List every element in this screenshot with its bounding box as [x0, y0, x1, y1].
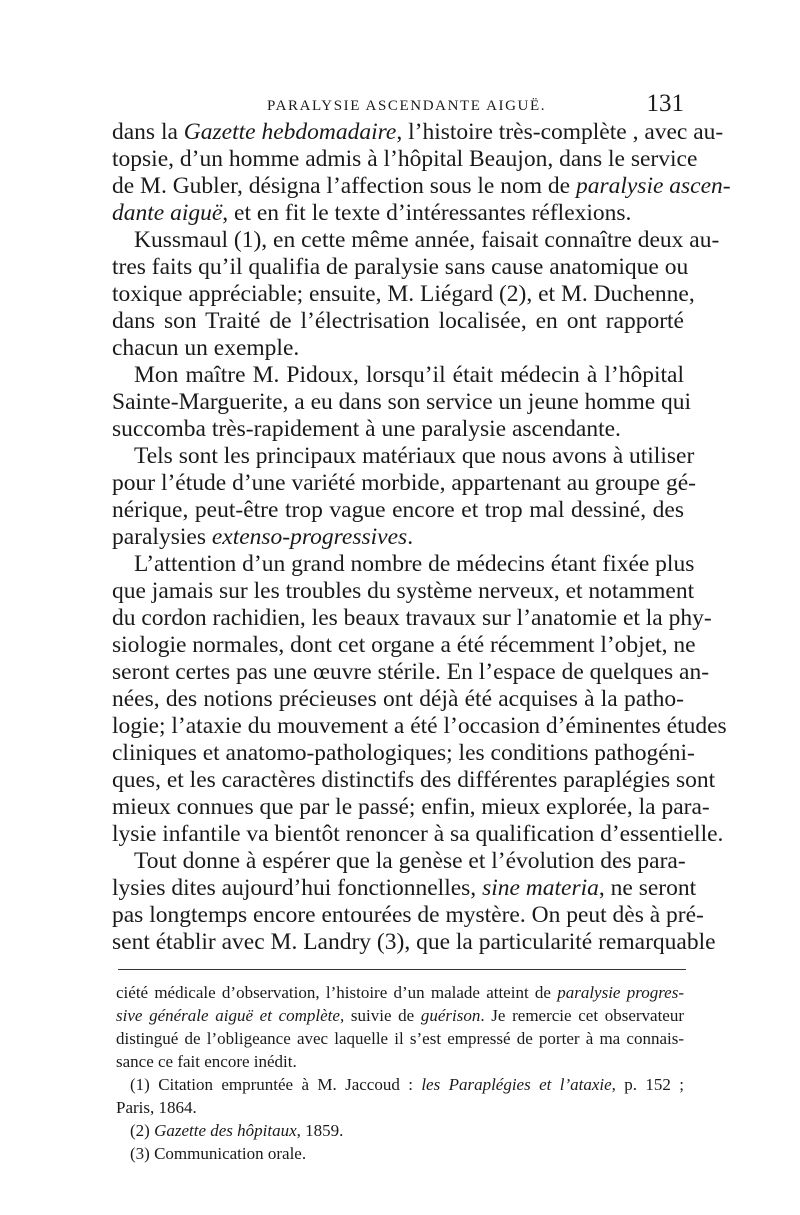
- text-run: sance ce fait encore inédit.: [116, 1052, 297, 1071]
- text-line: [112, 200, 684, 227]
- footnote-line: [116, 1004, 684, 1027]
- text-line: [112, 713, 727, 740]
- text-run: , p. 152 ;: [611, 1075, 684, 1094]
- text-run: lysie infantile va bientôt renoncer à sa qualification d’essentielle.: [112, 821, 724, 847]
- text-run: , ne seront: [598, 875, 697, 901]
- text-line: [112, 497, 684, 524]
- footnote-line: [116, 1096, 684, 1119]
- italic-text: les Paraplégies et l’ataxie: [421, 1075, 612, 1094]
- text-run: suivie de: [344, 1006, 421, 1025]
- text-run: topsie, d’un homme admis à l’hôpital Beaujon, dans le service: [112, 146, 698, 172]
- text-run: Tout donne à espérer que la genèse et l’évolution des para-: [134, 848, 686, 874]
- text-line: [112, 605, 712, 632]
- text-run: . Je remercie cet observateur: [480, 1006, 685, 1025]
- text-run: logie; l’ataxie du mouvement a été l’occasion d’éminentes études: [112, 713, 727, 739]
- text-line: [112, 443, 695, 470]
- text-line: [112, 794, 710, 821]
- italic-text: dante aiguë: [112, 200, 223, 226]
- text-run: ques, et les caractères distinctifs des différentes paraplégies sont: [112, 767, 716, 793]
- text-line: [112, 578, 695, 605]
- text-run: (2): [130, 1121, 155, 1140]
- text-line: [112, 848, 684, 875]
- text-run: dans son Traité de l’électrisation localisée, en ont rapporté: [112, 308, 684, 334]
- text-run: mieux connues que par le passé; enfin, mieux explorée, la para-: [112, 794, 710, 820]
- italic-text: extenso-progressives: [211, 524, 408, 550]
- italic-text: guérison: [420, 1006, 481, 1025]
- italic-text: Gazette hebdomadaire: [183, 119, 397, 145]
- footnote-line: [116, 1027, 684, 1050]
- text-run: lysies dites aujourd’hui fonctionnelles,: [112, 875, 483, 901]
- text-line: [112, 632, 696, 659]
- text-run: siologie normales, dont cet organe a été récemment l’objet, ne: [112, 632, 696, 658]
- italic-text: paralysie progres-: [557, 983, 684, 1002]
- text-line: [112, 686, 684, 713]
- footnote-line: [116, 1073, 684, 1096]
- text-run: seront certes pas une œuvre stérile. En l’espace de quelques an-: [112, 659, 710, 685]
- text-line: [112, 254, 689, 281]
- text-run: nées, des notions précieuses ont déjà été acquises à la patho-: [112, 686, 684, 712]
- footnote-line: [116, 1119, 684, 1142]
- text-line: [112, 821, 724, 848]
- text-run: distingué de l’obligeance avec laquelle il s’est empressé de porter à ma connais-: [116, 1029, 684, 1048]
- text-run: paralysies: [112, 524, 212, 550]
- text-run: toxique appréciable; ensuite, M. Liégard (2), et M. Duchenne,: [112, 281, 695, 307]
- text-run: , l’histoire très-complète , avec au-: [396, 119, 724, 145]
- text-run: succomba très-rapidement à une paralysie ascendante.: [112, 416, 621, 442]
- text-run: L’attention d’un grand nombre de médecins étant fixée plus: [134, 551, 695, 577]
- text-run: du cordon rachidien, les beaux travaux sur l’anatomie et la phy-: [112, 605, 712, 631]
- text-line: [112, 335, 684, 362]
- text-run: nérique, peut-être trop vague encore et trop mal dessiné, des: [112, 497, 684, 523]
- text-run: chacun un exemple.: [112, 335, 300, 361]
- italic-text: sive générale aiguë et complète,: [116, 1006, 345, 1025]
- text-run: (3) Communication orale.: [130, 1144, 307, 1163]
- text-line: [112, 119, 724, 146]
- italic-text: Gazette des hôpitaux: [154, 1121, 297, 1140]
- footnotes: [116, 981, 684, 1165]
- text-line: [112, 416, 684, 443]
- text-line: [112, 308, 684, 335]
- text-run: pas longtemps encore entourées de mystère. On peut dès à pré-: [112, 902, 704, 928]
- text-line: [112, 227, 720, 254]
- text-line: [112, 659, 710, 686]
- text-run: que jamais sur les troubles du système nerveux, et notamment: [112, 578, 695, 604]
- text-line: [112, 551, 695, 578]
- running-title: PARALYSIE ASCENDANTE AIGUË.: [267, 98, 547, 114]
- text-line: [112, 470, 696, 497]
- text-run: Mon maître M. Pidoux, lorsqu’il était médecin à l’hôpital: [134, 362, 684, 388]
- text-run: Kussmaul (1), en cette même année, faisait connaître deux au-: [134, 227, 720, 253]
- text-line: [112, 902, 704, 929]
- page-number: 131: [646, 90, 684, 117]
- text-run: cliniques et anatomo-pathologiques; les conditions pathogéni-: [112, 740, 695, 766]
- text-run: dans la: [112, 119, 184, 145]
- text-line: [112, 173, 731, 200]
- text-run: sent établir avec M. Landry (3), que la particularité remarquable: [112, 929, 716, 955]
- text-line: [112, 281, 695, 308]
- footnote-line: [116, 981, 684, 1004]
- footnote-separator: [118, 969, 686, 970]
- text-run: pour l’étude d’une variété morbide, appartenant au groupe gé-: [112, 470, 696, 496]
- text-line: [112, 875, 697, 902]
- footnote-line: [116, 1142, 684, 1165]
- text-line: [112, 362, 684, 389]
- main-text: [112, 119, 731, 956]
- text-run: tres faits qu’il qualifia de paralysie sans cause anatomique ou: [112, 254, 689, 280]
- text-run: (1) Citation empruntée à M. Jaccoud :: [130, 1075, 422, 1094]
- text-line: [112, 740, 695, 767]
- text-line: [112, 929, 716, 956]
- text-run: , 1859.: [296, 1121, 344, 1140]
- text-run: Sainte-Marguerite, a eu dans son service un jeune homme qui: [112, 389, 692, 415]
- text-run: de M. Gubler, désigna l’affection sous le nom de: [112, 173, 576, 199]
- italic-text: sine materia: [482, 875, 599, 901]
- text-line: [112, 524, 684, 551]
- footnote-line: [116, 1050, 684, 1073]
- text-run: Paris, 1864.: [116, 1098, 197, 1117]
- text-line: [112, 767, 716, 794]
- text-run: Tels sont les principaux matériaux que nous avons à utiliser: [134, 443, 695, 469]
- text-line: [112, 146, 698, 173]
- text-line: [112, 389, 692, 416]
- text-run: .: [407, 524, 414, 550]
- text-run: , et en fit le texte d’intéressantes réflexions.: [222, 200, 632, 226]
- italic-text: paralysie ascen-: [575, 173, 731, 199]
- text-run: ciété médicale d’observation, l’histoire d’un malade atteint de: [116, 983, 558, 1002]
